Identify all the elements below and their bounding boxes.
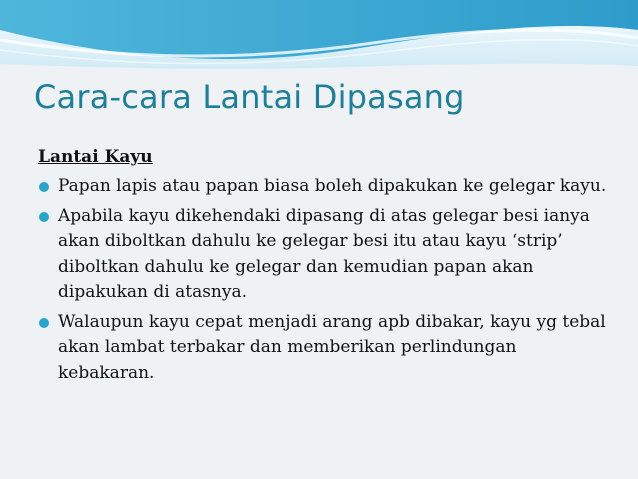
bullet-item: [38, 310, 608, 387]
bullet-item: [38, 204, 608, 306]
slide-content: [38, 144, 608, 390]
bullet-text: Walaupun kayu cepat menjadi arang apb dibakar, kayu yg tebal akan lambat terbakar dan memberikan perlindungan kebakaran.: [58, 311, 606, 383]
bullet-item: [38, 174, 608, 200]
bullet-list: [38, 174, 608, 386]
bullet-dot-icon: [39, 182, 49, 192]
bullet-dot-icon: [39, 318, 49, 328]
subheading: Lantai Kayu: [38, 147, 153, 167]
slide-title: Cara-cara Lantai Dipasang: [34, 78, 465, 116]
bullet-text: Apabila kayu dikehendaki dipasang di atas gelegar besi ianya akan diboltkan dahulu ke gelegar besi itu atau kayu ‘strip’ diboltkan dahulu ke gelegar dan kemudian papan akan dipakukan di atasnya.: [58, 205, 590, 302]
top-wave-banner: [0, 0, 638, 72]
bullet-text: Papan lapis atau papan biasa boleh dipakukan ke gelegar kayu.: [58, 176, 607, 196]
bullet-dot-icon: [39, 212, 49, 222]
